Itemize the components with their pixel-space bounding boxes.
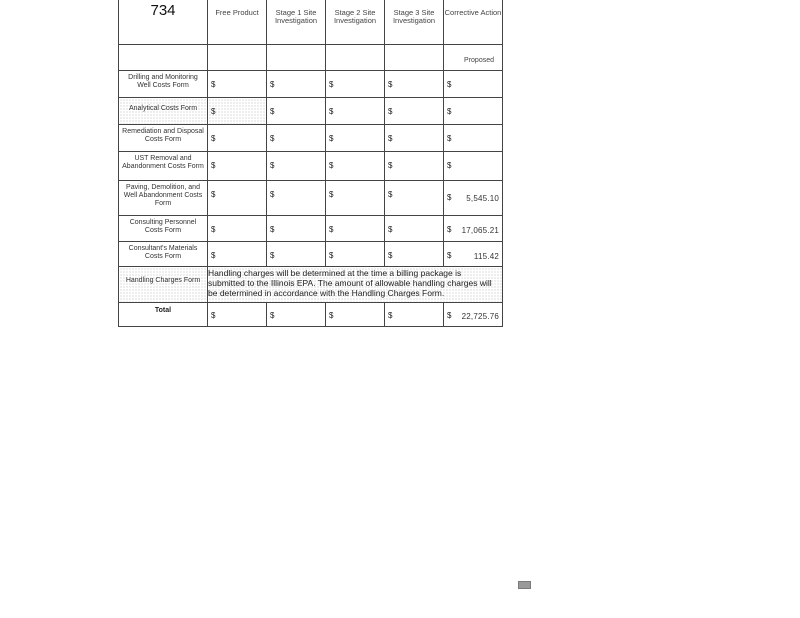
column-header-text: Stage 2 Site Investigation: [333, 8, 377, 25]
dollar-sign: $: [211, 107, 216, 116]
column-header-text: Stage 3 Site Investigation: [392, 8, 436, 25]
blank-cell: [119, 45, 208, 71]
amount-cell: [444, 152, 503, 181]
dollar-sign: $: [211, 251, 216, 260]
dollar-sign: $: [211, 225, 216, 234]
document-number-text: 734: [150, 2, 176, 19]
handling-charges-row: [119, 267, 503, 303]
dollar-sign: $: [388, 107, 393, 116]
column-header-stage-1: [267, 0, 326, 45]
amount-cell: [326, 98, 385, 125]
row-label-text: Drilling and Monitoring Well Costs Form: [128, 74, 198, 89]
amount-cell: [326, 125, 385, 152]
dollar-sign: $: [211, 311, 216, 320]
blank-cell: [267, 45, 326, 71]
table-header-row: [119, 0, 503, 45]
total-label-text: Total: [154, 307, 172, 314]
total-cell: [385, 303, 444, 327]
blank-cell: [208, 45, 267, 71]
blank-cell: [385, 45, 444, 71]
handling-charges-note: [208, 267, 503, 303]
amount-cell: [208, 181, 267, 216]
proposed-row: [119, 45, 503, 71]
table-row: [119, 181, 503, 216]
amount-cell: [385, 216, 444, 242]
total-cell: [208, 303, 267, 327]
row-label: [119, 242, 208, 267]
dollar-sign: $: [329, 311, 334, 320]
dollar-sign: $: [447, 193, 452, 202]
column-header-text: Stage 1 Site Investigation: [274, 8, 318, 25]
row-label: [119, 216, 208, 242]
dollar-sign: $: [329, 80, 334, 89]
handling-charges-text: Handling charges will be determined at the time a billing package is submitted to the Illinois EPA. The amount of allowable handling charges will be determined in accordance with the Handling Charges Form.: [208, 268, 492, 298]
dollar-sign: $: [388, 251, 393, 260]
amount-cell: [208, 242, 267, 267]
amount-cell: [267, 242, 326, 267]
column-header-corrective-action: [444, 0, 503, 45]
amount-cell: [267, 98, 326, 125]
total-amount: 22,725.76: [461, 312, 499, 321]
row-label: [119, 125, 208, 152]
amount-cell: [385, 125, 444, 152]
row-label-text: Remediation and Disposal Costs Form: [122, 128, 204, 143]
dollar-sign: $: [329, 190, 334, 199]
table-row: [119, 71, 503, 98]
dollar-sign: $: [447, 251, 452, 260]
amount-cell: [267, 125, 326, 152]
dollar-sign: $: [329, 161, 334, 170]
amount-value: 115.42: [473, 252, 499, 261]
amount-cell: [208, 125, 267, 152]
dollar-sign: $: [211, 134, 216, 143]
amount-cell: [444, 71, 503, 98]
table-row: [119, 152, 503, 181]
dollar-sign: $: [388, 311, 393, 320]
amount-cell: [385, 71, 444, 98]
dollar-sign: $: [270, 80, 275, 89]
proposed-label: [444, 45, 503, 71]
row-label-text: Consultant's Materials Costs Form: [128, 245, 198, 260]
row-label-text: Handling Charges Form: [125, 277, 201, 284]
amount-cell: [444, 216, 503, 242]
amount-cell: [208, 216, 267, 242]
amount-cell: [267, 216, 326, 242]
amount-value: 5,545.10: [466, 194, 499, 203]
total-cell: [267, 303, 326, 327]
dollar-sign: $: [447, 161, 452, 170]
dollar-sign: $: [388, 134, 393, 143]
dollar-sign: $: [270, 190, 275, 199]
column-header-text: Corrective Action: [444, 8, 502, 17]
dollar-sign: $: [329, 225, 334, 234]
blank-cell: [326, 45, 385, 71]
amount-cell: [208, 98, 267, 125]
amount-cell: [444, 98, 503, 125]
table-row: [119, 98, 503, 125]
total-label: [119, 303, 208, 327]
amount-cell: [326, 71, 385, 98]
dollar-sign: $: [270, 134, 275, 143]
total-cell: [326, 303, 385, 327]
amount-cell: [385, 242, 444, 267]
row-label: [119, 181, 208, 216]
scan-artifact-mark: [518, 581, 531, 589]
dollar-sign: $: [211, 161, 216, 170]
table-row: [119, 125, 503, 152]
proposed-label-text: Proposed: [464, 57, 494, 64]
column-header-stage-2: [326, 0, 385, 45]
amount-cell: [385, 98, 444, 125]
amount-cell: [208, 71, 267, 98]
row-label-text: Consulting Personnel Costs Form: [129, 219, 197, 234]
column-header-text: Free Product: [215, 8, 259, 17]
row-label: [119, 71, 208, 98]
dollar-sign: $: [447, 311, 452, 320]
table-row: [119, 242, 503, 267]
dollar-sign: $: [447, 107, 452, 116]
dollar-sign: $: [270, 161, 275, 170]
dollar-sign: $: [211, 80, 216, 89]
amount-cell: [385, 181, 444, 216]
row-label: [119, 98, 208, 125]
dollar-sign: $: [388, 80, 393, 89]
amount-cell: [208, 152, 267, 181]
amount-cell: [326, 242, 385, 267]
dollar-sign: $: [388, 225, 393, 234]
amount-cell: [444, 181, 503, 216]
budget-summary-table: [118, 0, 503, 327]
dollar-sign: $: [329, 134, 334, 143]
column-header-stage-3: [385, 0, 444, 45]
dollar-sign: $: [329, 251, 334, 260]
total-row: [119, 303, 503, 327]
dollar-sign: $: [447, 225, 452, 234]
dollar-sign: $: [388, 161, 393, 170]
table-row: [119, 216, 503, 242]
total-cell: [444, 303, 503, 327]
dollar-sign: $: [447, 80, 452, 89]
dollar-sign: $: [270, 225, 275, 234]
row-label-text: UST Removal and Abandonment Costs Form: [122, 155, 204, 170]
dollar-sign: $: [388, 190, 393, 199]
amount-cell: [326, 181, 385, 216]
row-label: [119, 152, 208, 181]
dollar-sign: $: [270, 311, 275, 320]
row-label-text: Analytical Costs Form: [128, 105, 198, 112]
amount-cell: [385, 152, 444, 181]
amount-cell: [267, 181, 326, 216]
amount-cell: [444, 125, 503, 152]
dollar-sign: $: [270, 251, 275, 260]
row-label-text: Paving, Demolition, and Well Abandonment Costs Form: [123, 184, 203, 207]
dollar-sign: $: [211, 190, 216, 199]
row-label: [119, 267, 208, 303]
dollar-sign: $: [270, 107, 275, 116]
amount-cell: [444, 242, 503, 267]
document-number: [119, 0, 208, 45]
amount-cell: [267, 71, 326, 98]
dollar-sign: $: [447, 134, 452, 143]
amount-cell: [326, 216, 385, 242]
amount-cell: [267, 152, 326, 181]
column-header-free-product: [208, 0, 267, 45]
amount-cell: [326, 152, 385, 181]
amount-value: 17,065.21: [461, 226, 499, 235]
dollar-sign: $: [329, 107, 334, 116]
